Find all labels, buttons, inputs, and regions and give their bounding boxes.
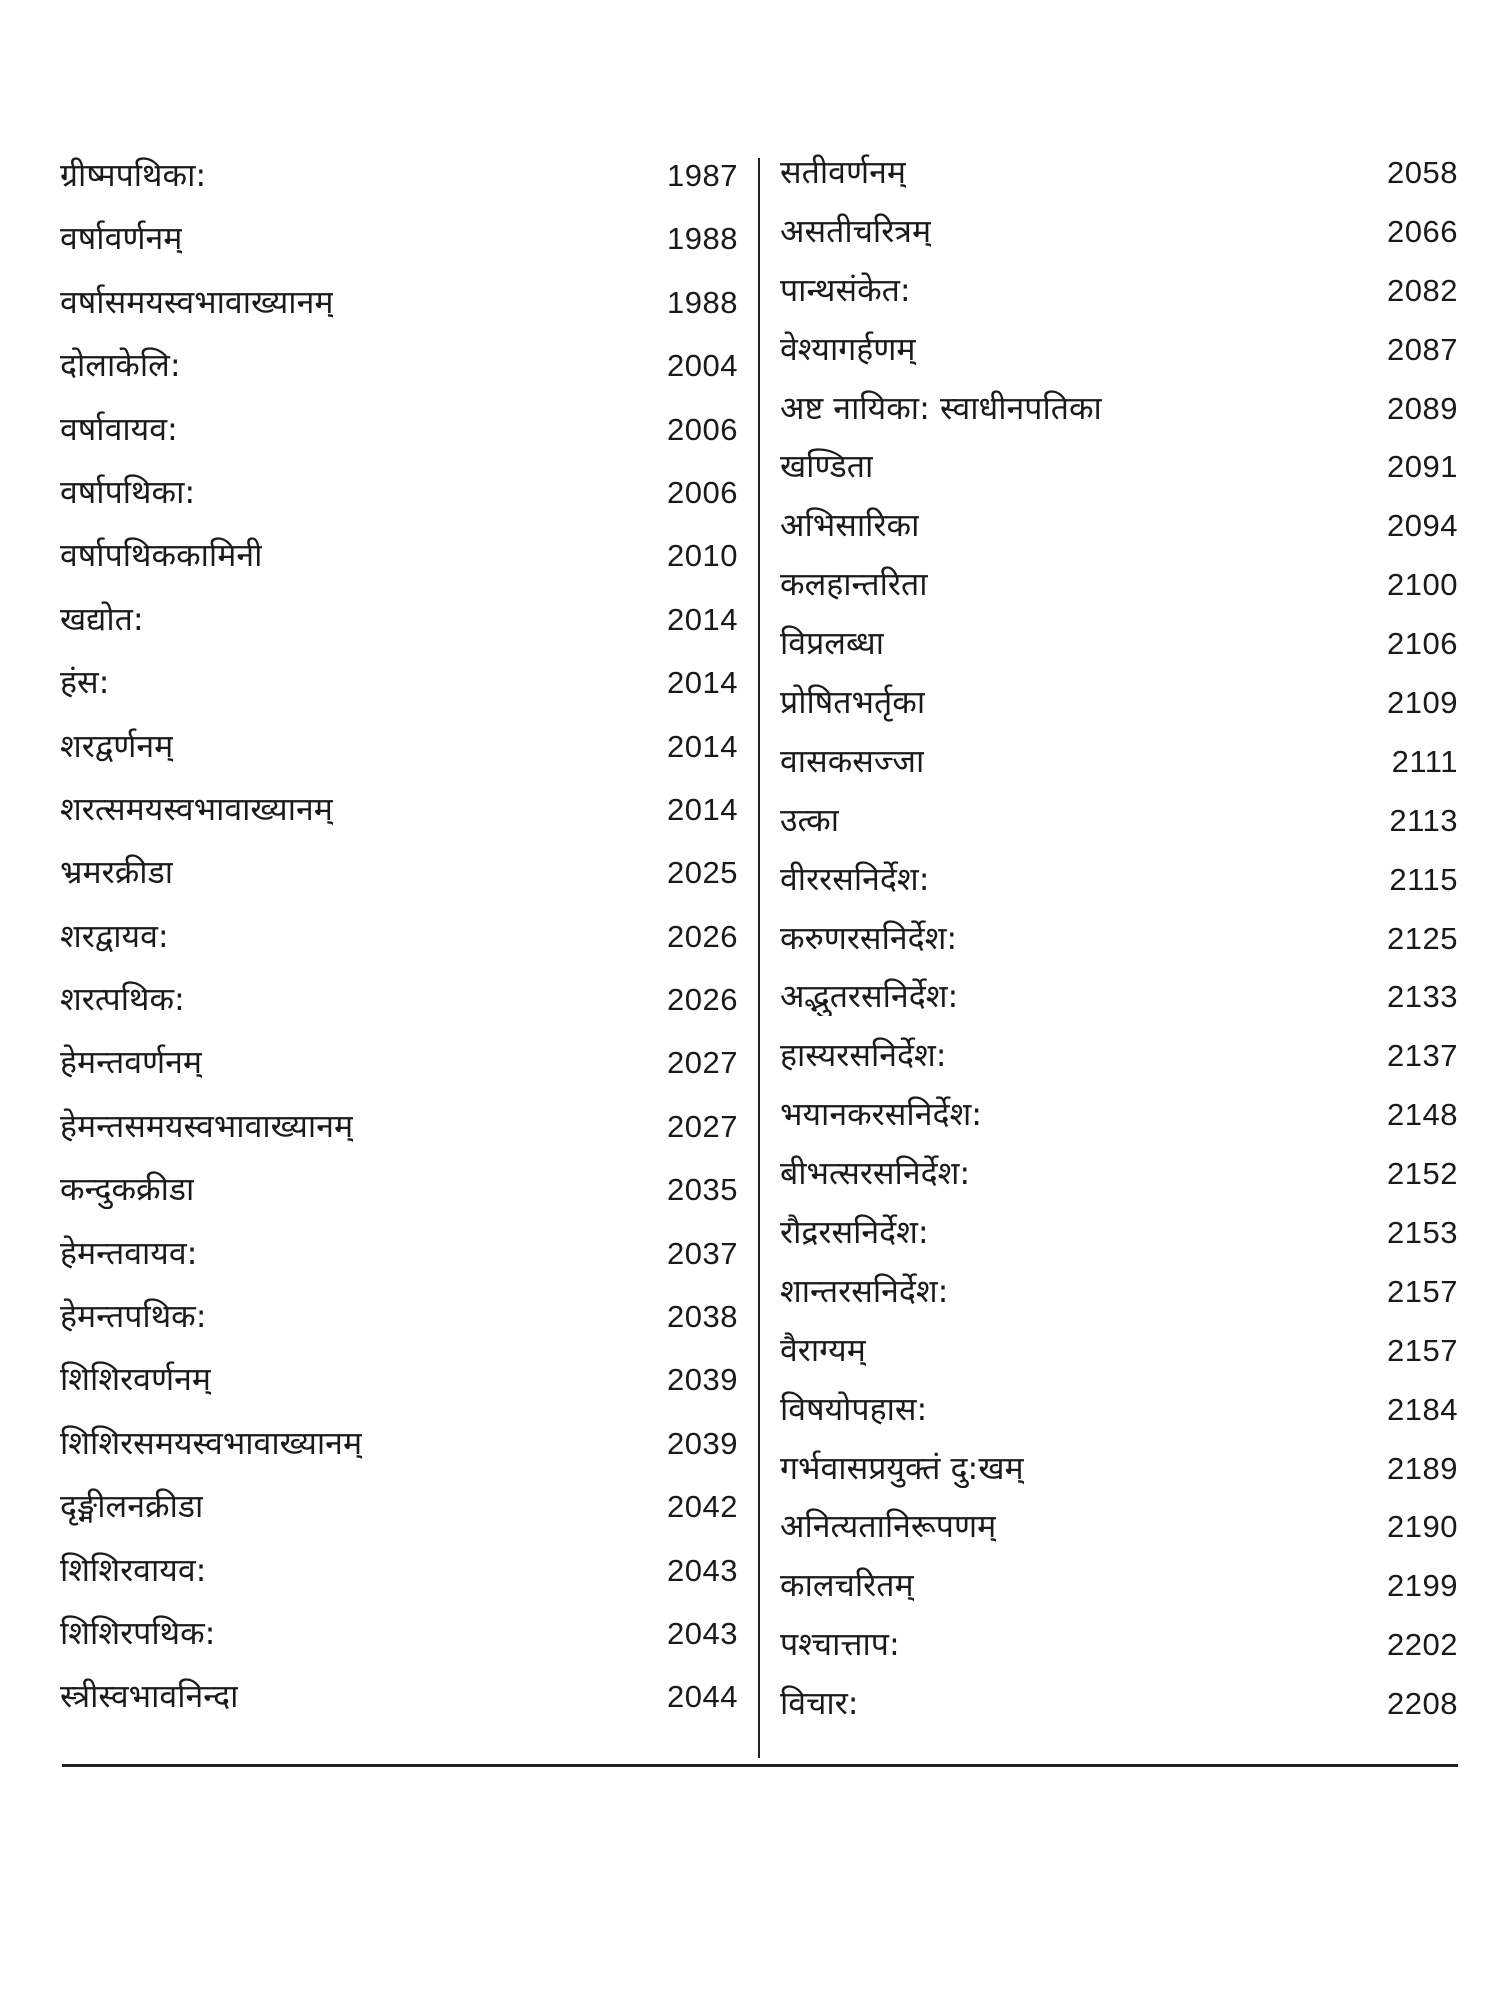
- entry-page-number: 2027: [667, 1108, 738, 1144]
- entry-page-number: 2010: [667, 538, 738, 574]
- entry-title: उत्का: [780, 800, 840, 839]
- entry-title: करुणरसनिर्देश:: [780, 918, 958, 957]
- entry-title: सतीवर्णनम्: [780, 153, 906, 191]
- contents-entry: [780, 1271, 1458, 1330]
- entry-title: हास्यरसनिर्देश:: [780, 1036, 947, 1075]
- entry-page-number: 2189: [1387, 1450, 1458, 1486]
- contents-entry: [60, 1550, 738, 1613]
- entry-page-number: 2208: [1387, 1686, 1458, 1722]
- contents-entry: [780, 1506, 1458, 1565]
- entry-title: वर्षावायव:: [60, 409, 178, 448]
- contents-entry: [780, 564, 1458, 623]
- entry-page-number: 2125: [1387, 920, 1458, 956]
- entry-title: ग्रीष्मपथिका:: [60, 156, 207, 194]
- entry-page-number: 2190: [1387, 1509, 1458, 1545]
- contents-entry: [780, 623, 1458, 682]
- entry-page-number: 2039: [667, 1425, 738, 1461]
- entry-title: हेमन्तवायव:: [60, 1233, 198, 1272]
- entry-title: वैराग्यम्: [780, 1330, 866, 1369]
- entry-page-number: 2089: [1387, 390, 1458, 426]
- entry-title: दृङ्मीलनक्रीडा: [60, 1487, 204, 1526]
- entry-title: स्त्रीस्वभावनिन्दा: [60, 1677, 239, 1716]
- contents-entry: [780, 859, 1458, 918]
- contents-entry: [780, 1624, 1458, 1683]
- entry-page-number: 2014: [667, 665, 738, 701]
- contents-entry: [60, 1042, 738, 1105]
- entry-page-number: 1987: [667, 158, 738, 193]
- contents-entry: [780, 976, 1458, 1035]
- entry-title: खद्योत:: [60, 599, 144, 638]
- entry-title: हेमन्तवर्णनम्: [60, 1043, 203, 1082]
- entry-title: वर्षावर्णनम्: [60, 219, 183, 258]
- entry-page-number: 2148: [1387, 1097, 1458, 1133]
- contents-entry: [780, 446, 1458, 505]
- entry-page-number: 2058: [1387, 155, 1458, 190]
- entry-page-number: 2199: [1387, 1568, 1458, 1604]
- contents-entry: [60, 1486, 738, 1549]
- contents-entry: [780, 918, 1458, 977]
- contents-entry: [60, 409, 738, 472]
- contents-entry: [60, 535, 738, 598]
- contents-entry: [780, 1094, 1458, 1153]
- bottom-rule: [62, 1764, 1458, 1767]
- entry-page-number: 2109: [1387, 685, 1458, 721]
- entry-title: कन्दुकक्रीडा: [60, 1170, 195, 1209]
- entry-title: अभिसारिका: [780, 506, 920, 545]
- entry-title: हंस:: [60, 663, 110, 702]
- contents-entry: [780, 1389, 1458, 1448]
- entry-page-number: 1988: [667, 284, 738, 320]
- contents-entry: [60, 726, 738, 789]
- entry-title: बीभत्सरसनिर्देश:: [780, 1154, 971, 1193]
- contents-entry: [780, 1683, 1458, 1742]
- contents-entry: [780, 1035, 1458, 1094]
- entry-title: वासकसज्जा: [780, 741, 925, 780]
- entry-page-number: 2037: [667, 1235, 738, 1271]
- entry-page-number: 2014: [667, 728, 738, 764]
- contents-entry: [780, 1330, 1458, 1389]
- entry-page-number: 2066: [1387, 213, 1458, 249]
- entry-title: वेश्यागर्हणम्: [780, 329, 916, 368]
- entry-page-number: 2133: [1387, 979, 1458, 1015]
- contents-entry: [60, 1169, 738, 1232]
- contents-entry: [780, 1153, 1458, 1212]
- contents-entry: [780, 800, 1458, 859]
- entry-title: विषयोपहास:: [780, 1389, 928, 1428]
- entry-title: वीररसनिर्देश:: [780, 859, 930, 898]
- entry-page-number: 2087: [1387, 331, 1458, 367]
- entry-title: रौद्ररसनिर्देश:: [780, 1213, 929, 1252]
- entry-page-number: 2014: [667, 791, 738, 827]
- entry-title: अनित्यतानिरूपणम्: [780, 1507, 997, 1546]
- entry-page-number: 2025: [667, 855, 738, 891]
- entry-title: पान्थसंकेत:: [780, 270, 911, 309]
- entry-page-number: 2014: [667, 601, 738, 637]
- entry-page-number: 2027: [667, 1045, 738, 1081]
- entry-page-number: 2111: [1391, 743, 1458, 779]
- contents-entry: [60, 1296, 738, 1359]
- contents-entry: [780, 329, 1458, 388]
- contents-entry: [60, 789, 738, 852]
- entry-title: दोलाकेलि:: [60, 346, 181, 385]
- entry-title: शरत्समयस्वभावाख्यानम्: [60, 789, 333, 828]
- column-divider: [758, 158, 760, 1758]
- contents-entry: [780, 270, 1458, 329]
- contents-entry: [60, 1423, 738, 1486]
- contents-entry: [60, 345, 738, 408]
- entry-title: अष्ट नायिका: स्वाधीनपतिका: [780, 388, 1102, 427]
- entry-title: विप्रलब्धा: [780, 624, 885, 663]
- entry-page-number: 2038: [667, 1299, 738, 1335]
- entry-page-number: 2039: [667, 1362, 738, 1398]
- entry-title: पश्चात्ताप:: [780, 1625, 900, 1664]
- contents-entry: [780, 152, 1458, 211]
- entry-page-number: 2035: [667, 1172, 738, 1208]
- entry-page-number: 1988: [667, 221, 738, 257]
- entry-page-number: 2115: [1389, 861, 1458, 897]
- contents-entry: [780, 505, 1458, 564]
- entry-title: वर्षासमयस्वभावाख्यानम्: [60, 282, 334, 321]
- entry-title: कालचरितम्: [780, 1566, 914, 1605]
- contents-entry: [60, 218, 738, 281]
- contents-entry: [780, 1448, 1458, 1507]
- entry-title: शिशिरपथिक:: [60, 1613, 216, 1652]
- contents-entry: [780, 211, 1458, 270]
- entry-title: गर्भवासप्रयुक्तं दु:खम्: [780, 1448, 1024, 1487]
- entry-page-number: 2100: [1387, 567, 1458, 603]
- entry-page-number: 2152: [1387, 1156, 1458, 1192]
- contents-entry: [60, 1676, 738, 1739]
- contents-entry: [780, 388, 1458, 447]
- entry-page-number: 2094: [1387, 508, 1458, 544]
- contents-entry: [60, 599, 738, 662]
- entry-page-number: 2043: [667, 1552, 738, 1588]
- entry-title: वर्षापथिककामिनी: [60, 536, 263, 575]
- entry-page-number: 2202: [1387, 1627, 1458, 1663]
- entry-page-number: 2184: [1387, 1391, 1458, 1427]
- contents-entry: [60, 1613, 738, 1676]
- entry-page-number: 2006: [667, 411, 738, 447]
- entry-title: वर्षापथिका:: [60, 472, 196, 511]
- entry-title: शरत्पथिक:: [60, 980, 185, 1019]
- entry-page-number: 2106: [1387, 626, 1458, 662]
- entry-title: अद्भुतरसनिर्देश:: [780, 977, 959, 1016]
- contents-entry: [780, 682, 1458, 741]
- contents-entry: [60, 1106, 738, 1169]
- entry-page-number: 2137: [1387, 1038, 1458, 1074]
- entry-title: असतीचरित्रम्: [780, 211, 932, 250]
- entry-title: हेमन्तपथिक:: [60, 1297, 207, 1336]
- entry-page-number: 2082: [1387, 272, 1458, 308]
- entry-page-number: 2006: [667, 474, 738, 510]
- entry-page-number: 2026: [667, 982, 738, 1018]
- entry-title: भयानकरसनिर्देश:: [780, 1095, 982, 1134]
- entry-title: हेमन्तसमयस्वभावाख्यानम्: [60, 1106, 354, 1145]
- contents-entry: [780, 741, 1458, 800]
- contents-entry: [60, 1233, 738, 1296]
- contents-entry: [60, 1359, 738, 1422]
- entry-page-number: 2157: [1387, 1332, 1458, 1368]
- contents-entry: [780, 1212, 1458, 1271]
- entry-page-number: 2026: [667, 918, 738, 954]
- entry-page-number: 2004: [667, 348, 738, 384]
- entry-page-number: 2044: [667, 1679, 738, 1715]
- entry-title: शरद्वायव:: [60, 916, 169, 955]
- contents-entry: [60, 852, 738, 915]
- contents-entry: [60, 979, 738, 1042]
- entry-title: खण्डिता: [780, 447, 874, 486]
- right-column: [780, 152, 1458, 1742]
- entry-title: भ्रमरक्रीडा: [60, 853, 173, 892]
- entry-title: शिशिरवर्णनम्: [60, 1360, 212, 1399]
- entry-title: विचार:: [780, 1684, 859, 1723]
- contents-entry: [60, 472, 738, 535]
- contents-entry: [60, 282, 738, 345]
- contents-entry: [60, 662, 738, 725]
- entry-title: शिशिरवायव:: [60, 1550, 207, 1589]
- entry-page-number: 2042: [667, 1489, 738, 1525]
- entry-title: कलहान्तरिता: [780, 565, 928, 604]
- entry-page-number: 2091: [1387, 449, 1458, 485]
- entry-title: प्रोषितभर्तृका: [780, 683, 926, 722]
- entry-page-number: 2113: [1389, 802, 1458, 838]
- entry-page-number: 2043: [667, 1615, 738, 1651]
- contents-entry: [60, 916, 738, 979]
- entry-title: शिशिरसमयस्वभावाख्यानम्: [60, 1423, 363, 1462]
- contents-entry: [60, 155, 738, 218]
- entry-page-number: 2153: [1387, 1215, 1458, 1251]
- entry-title: शान्तरसनिर्देश:: [780, 1271, 949, 1310]
- left-column: [60, 155, 738, 1740]
- contents-entry: [780, 1565, 1458, 1624]
- entry-page-number: 2157: [1387, 1273, 1458, 1309]
- entry-title: शरद्वर्णनम्: [60, 726, 174, 765]
